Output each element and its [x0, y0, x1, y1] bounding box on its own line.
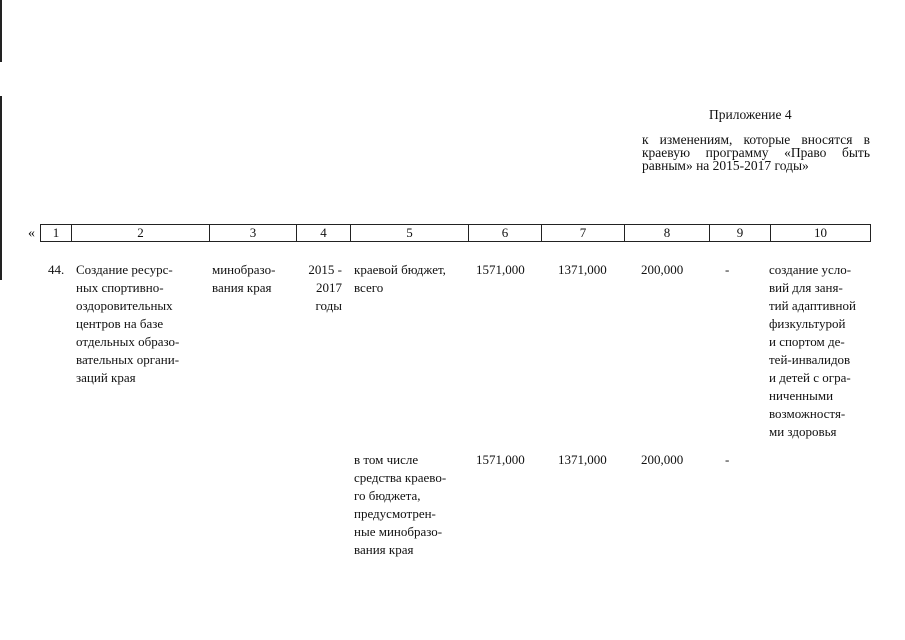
text-line: краевой бюджет,: [354, 262, 446, 277]
column-number-5: 5: [350, 225, 468, 241]
column-number-7: 7: [541, 225, 624, 241]
column-number-9: 9: [709, 225, 770, 241]
value-col-6: 1571,000: [476, 262, 525, 277]
column-number-10: 10: [770, 225, 870, 241]
opening-quote: «: [28, 226, 35, 241]
column-number-2: 2: [71, 225, 209, 241]
appendix-title: Приложение 4: [709, 107, 792, 122]
text-line: минобразо-: [212, 262, 276, 277]
text-line: вания края: [212, 280, 272, 295]
funding-source-including: [354, 451, 464, 559]
column-number-3: 3: [209, 225, 296, 241]
text-line: создание усло-: [769, 262, 852, 277]
text-line: вий для заня-: [769, 280, 843, 295]
measure-name: [76, 261, 199, 387]
implementation-years: [300, 261, 342, 315]
appendix-subtitle: к изменениям, которые вносятся в краевую программу «Право быть равным» на 2015-2017 годы»: [642, 132, 870, 173]
subrow-value-col-7: 1371,000: [558, 452, 607, 467]
text-line: и спортом де-: [769, 334, 845, 349]
text-line: всего: [354, 280, 384, 295]
executor: [212, 261, 292, 297]
text-line: средства краево-: [354, 470, 447, 485]
funding-source-total: [354, 261, 464, 297]
value-col-7: 1371,000: [558, 262, 607, 277]
value-col-9: -: [725, 262, 730, 277]
text-line: ми здоровья: [769, 424, 837, 439]
text-line: ные минобразо-: [354, 524, 443, 539]
subrow-value-col-9: -: [725, 452, 730, 467]
text-line: ных спортивно-: [76, 280, 164, 295]
subrow-value-col-6: 1571,000: [476, 452, 525, 467]
text-line: в том числе: [354, 452, 419, 467]
text-line: Создание ресурс-: [76, 262, 173, 277]
text-line: вания края: [354, 542, 414, 557]
row-number: 44.: [48, 262, 65, 277]
page-edge-line: [0, 96, 2, 280]
text-line: предусмотрен-: [354, 506, 436, 521]
text-line: тий адаптивной: [769, 298, 856, 313]
page-edge-line: [0, 0, 2, 62]
column-number-4: 4: [296, 225, 350, 241]
text-line: центров на базе: [76, 316, 164, 331]
table-header-row: [40, 224, 871, 242]
text-line: вательных органи-: [76, 352, 180, 367]
text-line: ниченными: [769, 388, 834, 403]
text-line: оздоровительных: [76, 298, 173, 313]
column-number-6: 6: [468, 225, 541, 241]
text-line: физкультурой: [769, 316, 846, 331]
text-line: 2015 -: [308, 262, 342, 277]
column-number-8: 8: [624, 225, 709, 241]
text-line: го бюджета,: [354, 488, 421, 503]
subrow-value-col-8: 200,000: [641, 452, 684, 467]
text-line: заций края: [76, 370, 136, 385]
value-col-8: 200,000: [641, 262, 684, 277]
text-line: возможностя-: [769, 406, 846, 421]
expected-result: [769, 261, 871, 441]
text-line: годы: [315, 298, 342, 313]
column-number-1: 1: [52, 225, 60, 240]
text-line: 2017: [316, 280, 342, 295]
text-line: и детей с огра-: [769, 370, 851, 385]
text-line: тей-инвалидов: [769, 352, 851, 367]
text-line: отдельных образо-: [76, 334, 180, 349]
